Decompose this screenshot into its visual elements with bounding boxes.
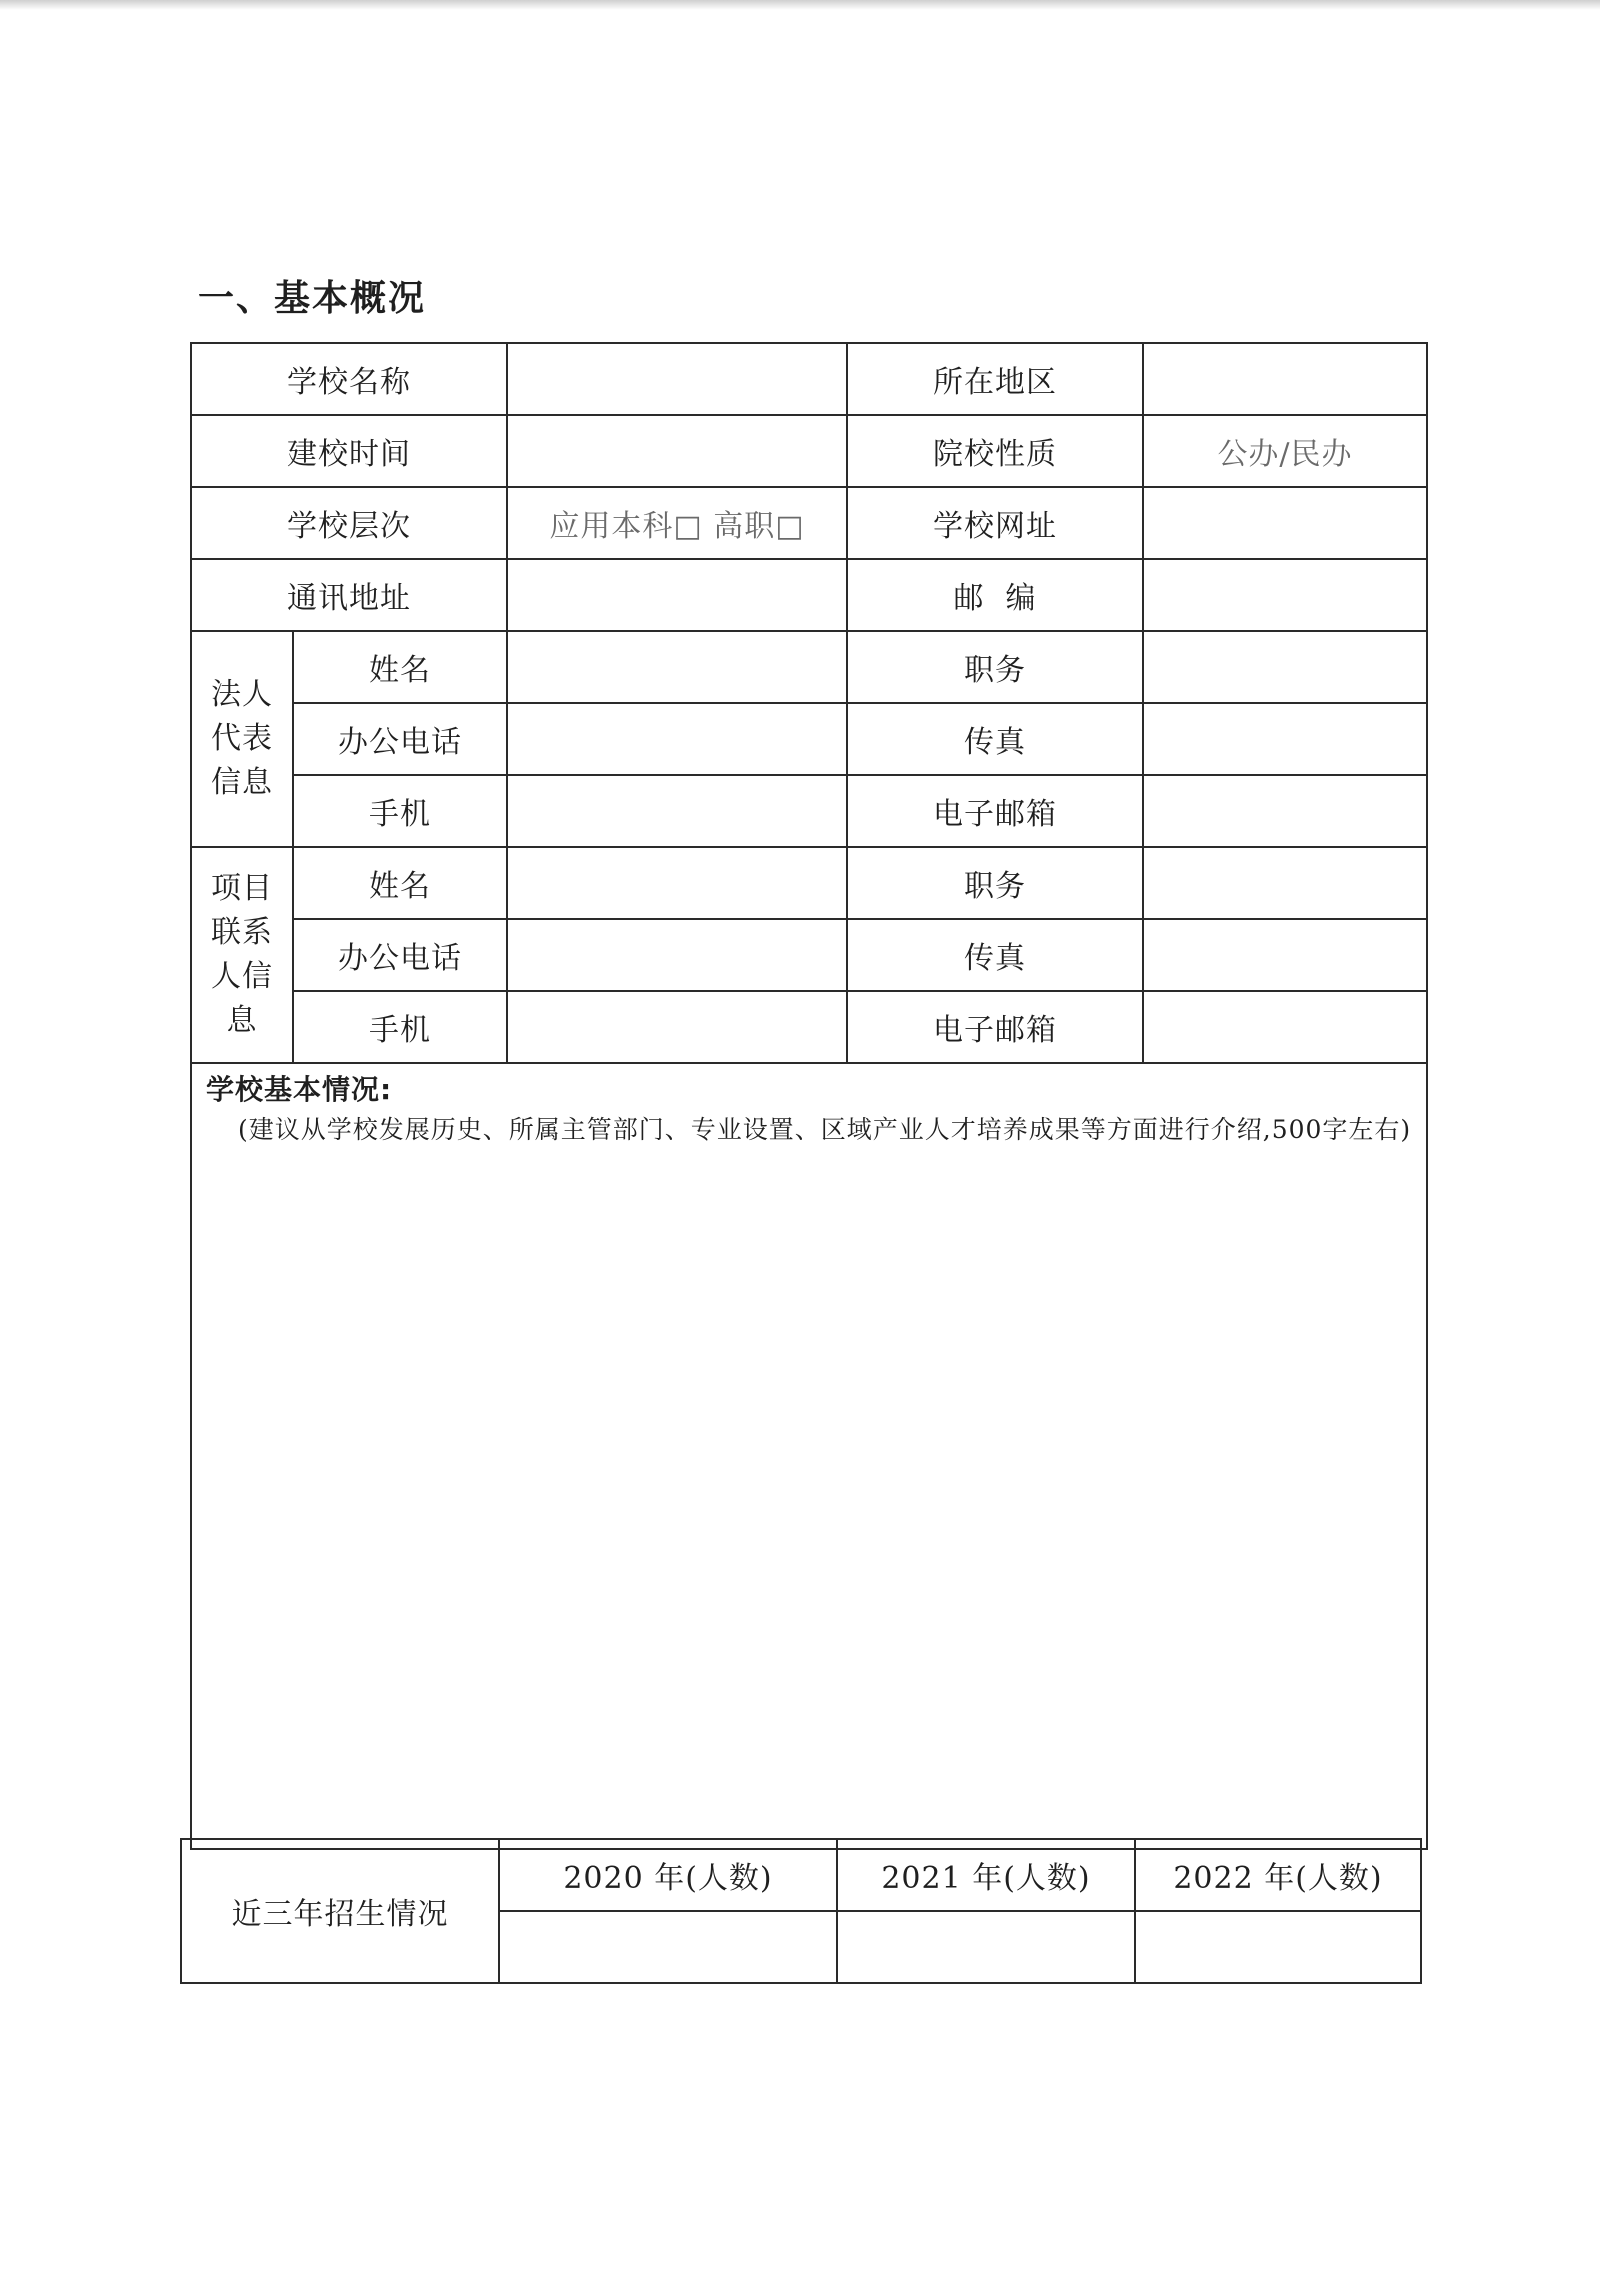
project-contact-group-label (191, 847, 293, 1063)
region-label: 所在地区 (847, 343, 1143, 415)
contact-mobile-field[interactable] (507, 991, 847, 1063)
project-contact-group-line: 人信 (211, 959, 273, 994)
legal-rep-group-line: 信息 (211, 765, 273, 800)
legal-office-phone-label: 办公电话 (293, 703, 507, 775)
row-contact-phone (191, 919, 1427, 991)
enrollment-header-row (181, 1839, 1421, 1911)
nature-label: 院校性质 (847, 415, 1143, 487)
row-school-description (191, 1063, 1427, 1849)
contact-email-label: 电子邮箱 (847, 991, 1143, 1063)
project-contact-group-line: 联系 (211, 915, 273, 950)
legal-position-field[interactable] (1143, 631, 1427, 703)
contact-office-phone-label: 办公电话 (293, 919, 507, 991)
level-options[interactable]: 应用本科□ 高职□ (507, 487, 847, 559)
contact-fax-label: 传真 (847, 919, 1143, 991)
row-contact-mobile (191, 991, 1427, 1063)
contact-name-field[interactable] (507, 847, 847, 919)
legal-office-phone-field[interactable] (507, 703, 847, 775)
contact-fax-field[interactable] (1143, 919, 1427, 991)
row-legal-phone (191, 703, 1427, 775)
project-contact-group-line: 项目 (211, 871, 273, 906)
legal-mobile-field[interactable] (507, 775, 847, 847)
legal-name-label: 姓名 (293, 631, 507, 703)
contact-mobile-label: 手机 (293, 991, 507, 1063)
contact-office-phone-field[interactable] (507, 919, 847, 991)
legal-rep-group-line: 法人 (211, 677, 273, 712)
row-legal-mobile (191, 775, 1427, 847)
row-founded (191, 415, 1427, 487)
row-level (191, 487, 1427, 559)
enrollment-2022-field[interactable] (1135, 1911, 1421, 1983)
enrollment-2020-header: 2020 年(人数) (499, 1839, 837, 1911)
school-description-title: 学校基本情况: (206, 1073, 393, 1106)
legal-rep-group-line: 代表 (211, 721, 273, 756)
nature-field[interactable]: 公办/民办 (1143, 415, 1427, 487)
website-field[interactable] (1143, 487, 1427, 559)
school-description-box[interactable] (191, 1063, 1427, 1849)
project-contact-group-line: 息 (226, 1003, 258, 1038)
address-label: 通讯地址 (191, 559, 507, 631)
legal-rep-group-label (191, 631, 293, 847)
contact-email-field[interactable] (1143, 991, 1427, 1063)
founded-label: 建校时间 (191, 415, 507, 487)
contact-position-field[interactable] (1143, 847, 1427, 919)
school-name-label: 学校名称 (191, 343, 507, 415)
basic-info-table (190, 342, 1428, 1850)
region-field[interactable] (1143, 343, 1427, 415)
enrollment-label: 近三年招生情况 (181, 1839, 499, 1983)
address-field[interactable] (507, 559, 847, 631)
postcode-label: 邮 编 (847, 559, 1143, 631)
legal-position-label: 职务 (847, 631, 1143, 703)
school-description-hint: (建议从学校发展历史、所属主管部门、专业设置、区域产业人才培养成果等方面进行介绍,500字左右) (238, 1115, 1412, 1144)
row-school-name (191, 343, 1427, 415)
founded-field[interactable] (507, 415, 847, 487)
row-address (191, 559, 1427, 631)
enrollment-2021-header: 2021 年(人数) (837, 1839, 1135, 1911)
enrollment-table (180, 1838, 1422, 1984)
enrollment-2021-field[interactable] (837, 1911, 1135, 1983)
section-title: 一、基本概况 (198, 278, 427, 319)
contact-position-label: 职务 (847, 847, 1143, 919)
legal-fax-field[interactable] (1143, 703, 1427, 775)
scan-edge (0, 0, 1600, 10)
legal-mobile-label: 手机 (293, 775, 507, 847)
legal-email-label: 电子邮箱 (847, 775, 1143, 847)
row-legal-name (191, 631, 1427, 703)
enrollment-2020-field[interactable] (499, 1911, 837, 1983)
website-label: 学校网址 (847, 487, 1143, 559)
legal-fax-label: 传真 (847, 703, 1143, 775)
legal-email-field[interactable] (1143, 775, 1427, 847)
postcode-field[interactable] (1143, 559, 1427, 631)
row-contact-name (191, 847, 1427, 919)
enrollment-2022-header: 2022 年(人数) (1135, 1839, 1421, 1911)
legal-name-field[interactable] (507, 631, 847, 703)
contact-name-label: 姓名 (293, 847, 507, 919)
school-name-field[interactable] (507, 343, 847, 415)
level-label: 学校层次 (191, 487, 507, 559)
